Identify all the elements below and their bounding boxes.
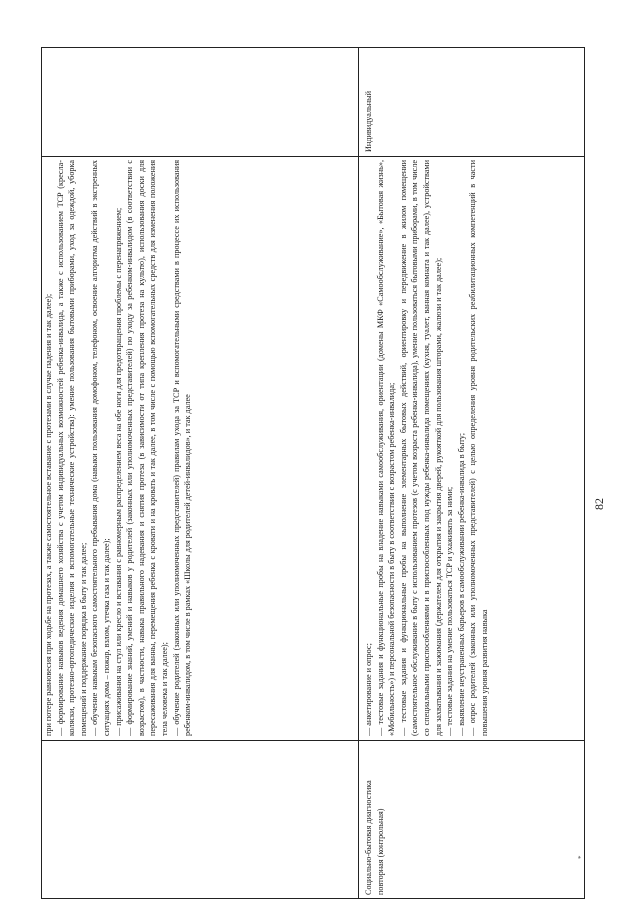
row-2-line: — выявление неустраненных барьеров в самообслуживании ребенка-инвалида в быту; (456, 432, 466, 736)
column-divider (42, 740, 584, 741)
footer-mark: * (577, 855, 585, 859)
service-table (41, 47, 585, 899)
row-1-name (43, 745, 355, 895)
row-2-kind: Индивидуальный (364, 90, 373, 152)
row-2-line: — опрос родителей (законных или уполномоченных представителей) с целью определения уровня родительских реабилитационных компетенций в части повышения уровня развития навыка (468, 160, 489, 736)
row-2-line: — тестовые задания и функциональные пробы на владение навыками самообслуживания, ориентации (домены МКФ «Самообслуживание», «Бытовая жизнь», «Мобильность») и персональной безопасности в быту в соответствии с возрастом ребенка-инвалида; (375, 160, 397, 736)
row-1-line: — формирование навыков ведения домашнего хозяйства с учетом индивидуальных возможностей ребенка-инвалида, а также с использованием ТСР (кресла-коляски, протезно-ортопедические изделия и вспомогательные технические устройства): умение пользования бытовыми приборами, уход за одеждой, уборка помещений и поддержание порядка в быту и так далее; (55, 160, 88, 736)
row-1-line: — обучение навыкам безопасного самостоятельного пребывания дома (навыки пользования домофоном, телефоном, освоение алгоритма действий в экстренных ситуациях дома – пожар, взлом, утечка газа и так далее); (90, 160, 111, 736)
row-1-line: при потере равновесия при ходьбе на протезах, а также самостоятельное вставание с протезами в случае падения и так далее); (44, 293, 53, 736)
row-1-kind (43, 52, 355, 152)
row-1-line: — присаживания на стул или кресло и вставания с равномерным распределением веса на обе ноги для предотвращения проблемы с перенапряжением; (113, 207, 123, 736)
row-1-line: — обучение родителей (законных или уполномоченных представителей) правилам ухода за ТСР и вспомогательными средствами в процессе их использования ребенком-инвалидом, в том числе в рамках «Школы для родителей детей-инвалидов», и так далее (171, 160, 193, 736)
row-2-line: — тестовые задания на умение пользоваться ТСР и ухаживать за ними; (445, 486, 455, 736)
page-number: 82 (592, 498, 606, 510)
row-1-description (43, 160, 355, 736)
column-divider (42, 156, 584, 157)
row-1-line: — формирование знаний, умений и навыков у родителей (законных или уполномоченных представителей) по уходу за ребенком-инвалидом (в соответствии с возрастом), в частности, навыка правильного надевания и снятия протеза (в зависимости от типа крепления протеза на культю), использования доски для пересаживания для ванны, перемещения ребенка с кровати и на кровать и так далее, в том числе с помощью вспомогательных средств для изменения положения тела человека и так далее); (125, 160, 169, 736)
row-divider (358, 48, 359, 898)
row-2-line: — тестовые задания и функциональные пробы на выполнение элементарных бытовых действий, ориентировку и передвижение в жилом помещении (самостоятельное обслуживание в быту с использованием протезов (с учетом возраста ребенка-инвалида), умение пользоваться бытовыми приборами, в том числе со специальными приспособлениями и в приспособленных под нужды ребенка-инвалида помещениях (кухня, туалет, ванная комната и так далее), устройствами для захватывания и зажимания (держателем для открытия и закрытия дверей, рукояткой для пользования шторами, жалюзи и так далее); (398, 160, 443, 736)
row-2-line: — анкетирование и опрос; (364, 643, 373, 736)
row-2-name: Социально-бытовая диагностика повторная (контрольная) (364, 780, 385, 895)
row-2-description (363, 160, 583, 736)
